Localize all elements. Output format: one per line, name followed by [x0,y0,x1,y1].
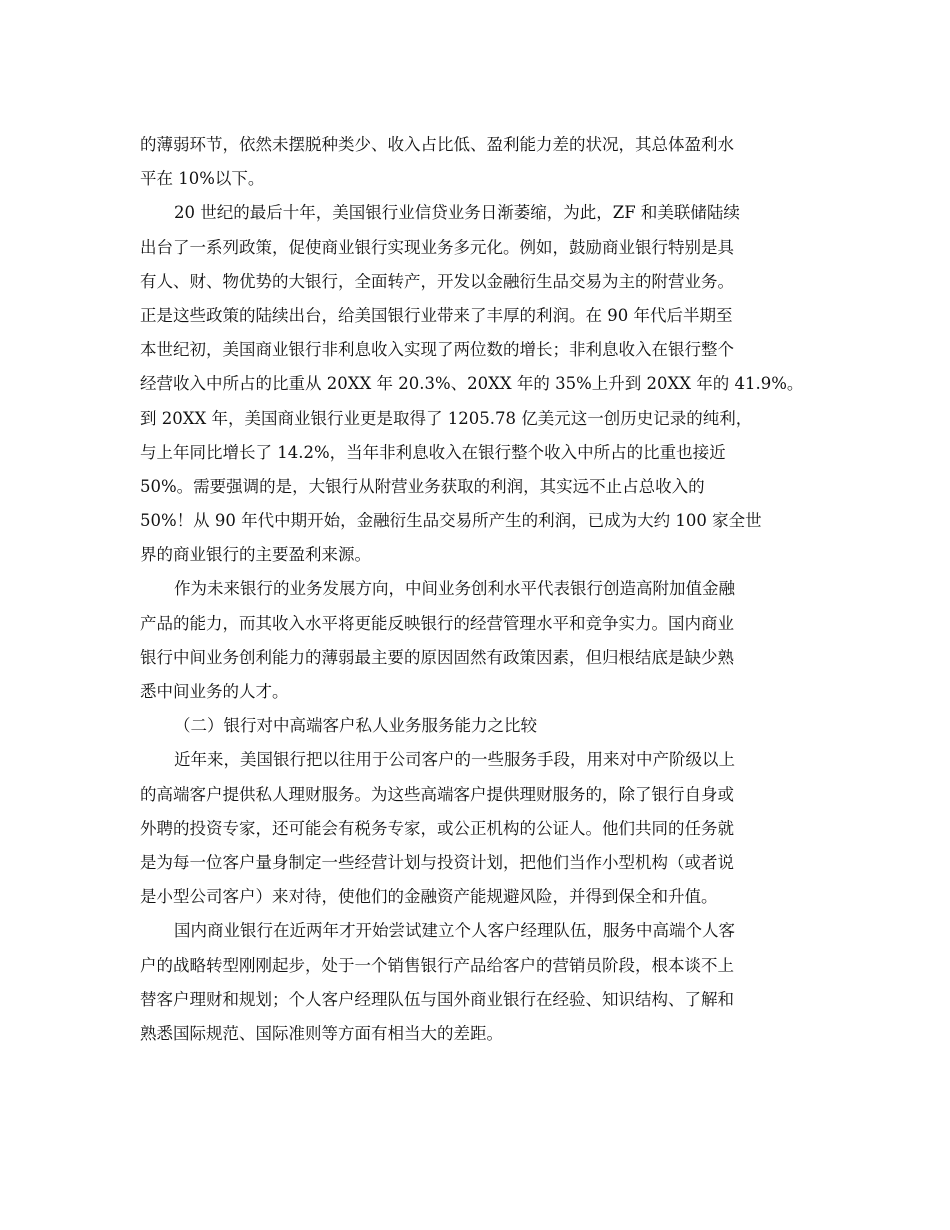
text-line: 界的商业银行的主要盈利来源。 [140,545,371,565]
text-line: 是小型公司客户）来对待，使他们的金融资产能规避风险，并得到保全和升值。 [140,887,718,907]
text-line: 近年来，美国银行把以往用于公司客户的一些服务手段，用来对中产阶级以上 [174,750,735,770]
text-line: 50%！从 90 年代中期开始，金融衍生品交易所产生的利润，已成为大约 100 家全世 [140,511,762,531]
text-line: 的薄弱环节，依然未摆脱种类少、收入占比低、盈利能力差的状况，其总体盈利水 [140,135,734,154]
text-line: 户的战略转型刚刚起步，处于一个销售银行产品给客户的营销员阶段，根本谈不上 [140,955,734,975]
text-line: 悉中间业务的人才。 [140,682,289,701]
document-body [140,128,820,1051]
text-line: 平在 10%以下。 [140,169,265,189]
text-line: 50%。需要强调的是，大银行从附营业务获取的利润，其实远不止占总收入的 [140,476,705,496]
text-line: 本世纪初，美国商业银行非利息收入实现了两位数的增长；非利息收入在银行整个 [140,340,734,360]
text-line: 替客户理财和规划；个人客户经理队伍与国外商业银行在经验、知识结构、了解和 [140,989,734,1009]
text-line: 的高端客户提供私人理财服务。为这些高端客户提供理财服务的，除了银行自身或 [140,784,734,804]
text-line: 银行中间业务创利能力的薄弱最主要的原因固然有政策因素，但归根结底是缺少熟 [140,647,734,667]
text-line: 是为每一位客户量身制定一些经营计划与投资计划，把他们当作小型机构（或者说 [140,852,734,872]
text-line: 外聘的投资专家，还可能会有税务专家，或公正机构的公证人。他们共同的任务就 [140,818,734,838]
text-line: 熟悉国际规范、国际准则等方面有相当大的差距。 [140,1023,503,1043]
text-line: 出台了一系列政策，促使商业银行实现业务多元化。例如，鼓励商业银行特别是具 [140,237,734,257]
text-line: （二）银行对中高端客户私人业务服务能力之比较 [174,716,537,736]
text-line: 产品的能力，而其收入水平将更能反映银行的经营管理水平和竞争实力。国内商业 [140,613,734,633]
text-line: 与上年同比增长了 14.2%，当年非利息收入在银行整个收入中所占的比重也接近 [140,442,726,462]
text-line: 作为未来银行的业务发展方向，中间业务创利水平代表银行创造高附加值金融 [174,579,735,599]
text-line: 正是这些政策的陆续出台，给美国银行业带来了丰厚的利润。在 90 年代后半期至 [140,305,733,325]
text-line: 到 20XX 年，美国商业银行业更是取得了 1205.78 亿美元这一创历史记录的纯利， [140,408,753,428]
text-line: 20 世纪的最后十年，美国银行业信贷业务日渐萎缩，为此，ZF 和美联储陆续 [174,203,740,223]
text-line: 有人、财、物优势的大银行，全面转产，开发以金融衍生品交易为主的附营业务。 [140,271,734,291]
text-line: 经营收入中所占的比重从 20XX 年 20.3%、20XX 年的 35%上升到 20XX 年的 41.9%。 [140,374,804,394]
text-line: 国内商业银行在近两年才开始尝试建立个人客户经理队伍，服务中高端个人客 [174,921,735,941]
